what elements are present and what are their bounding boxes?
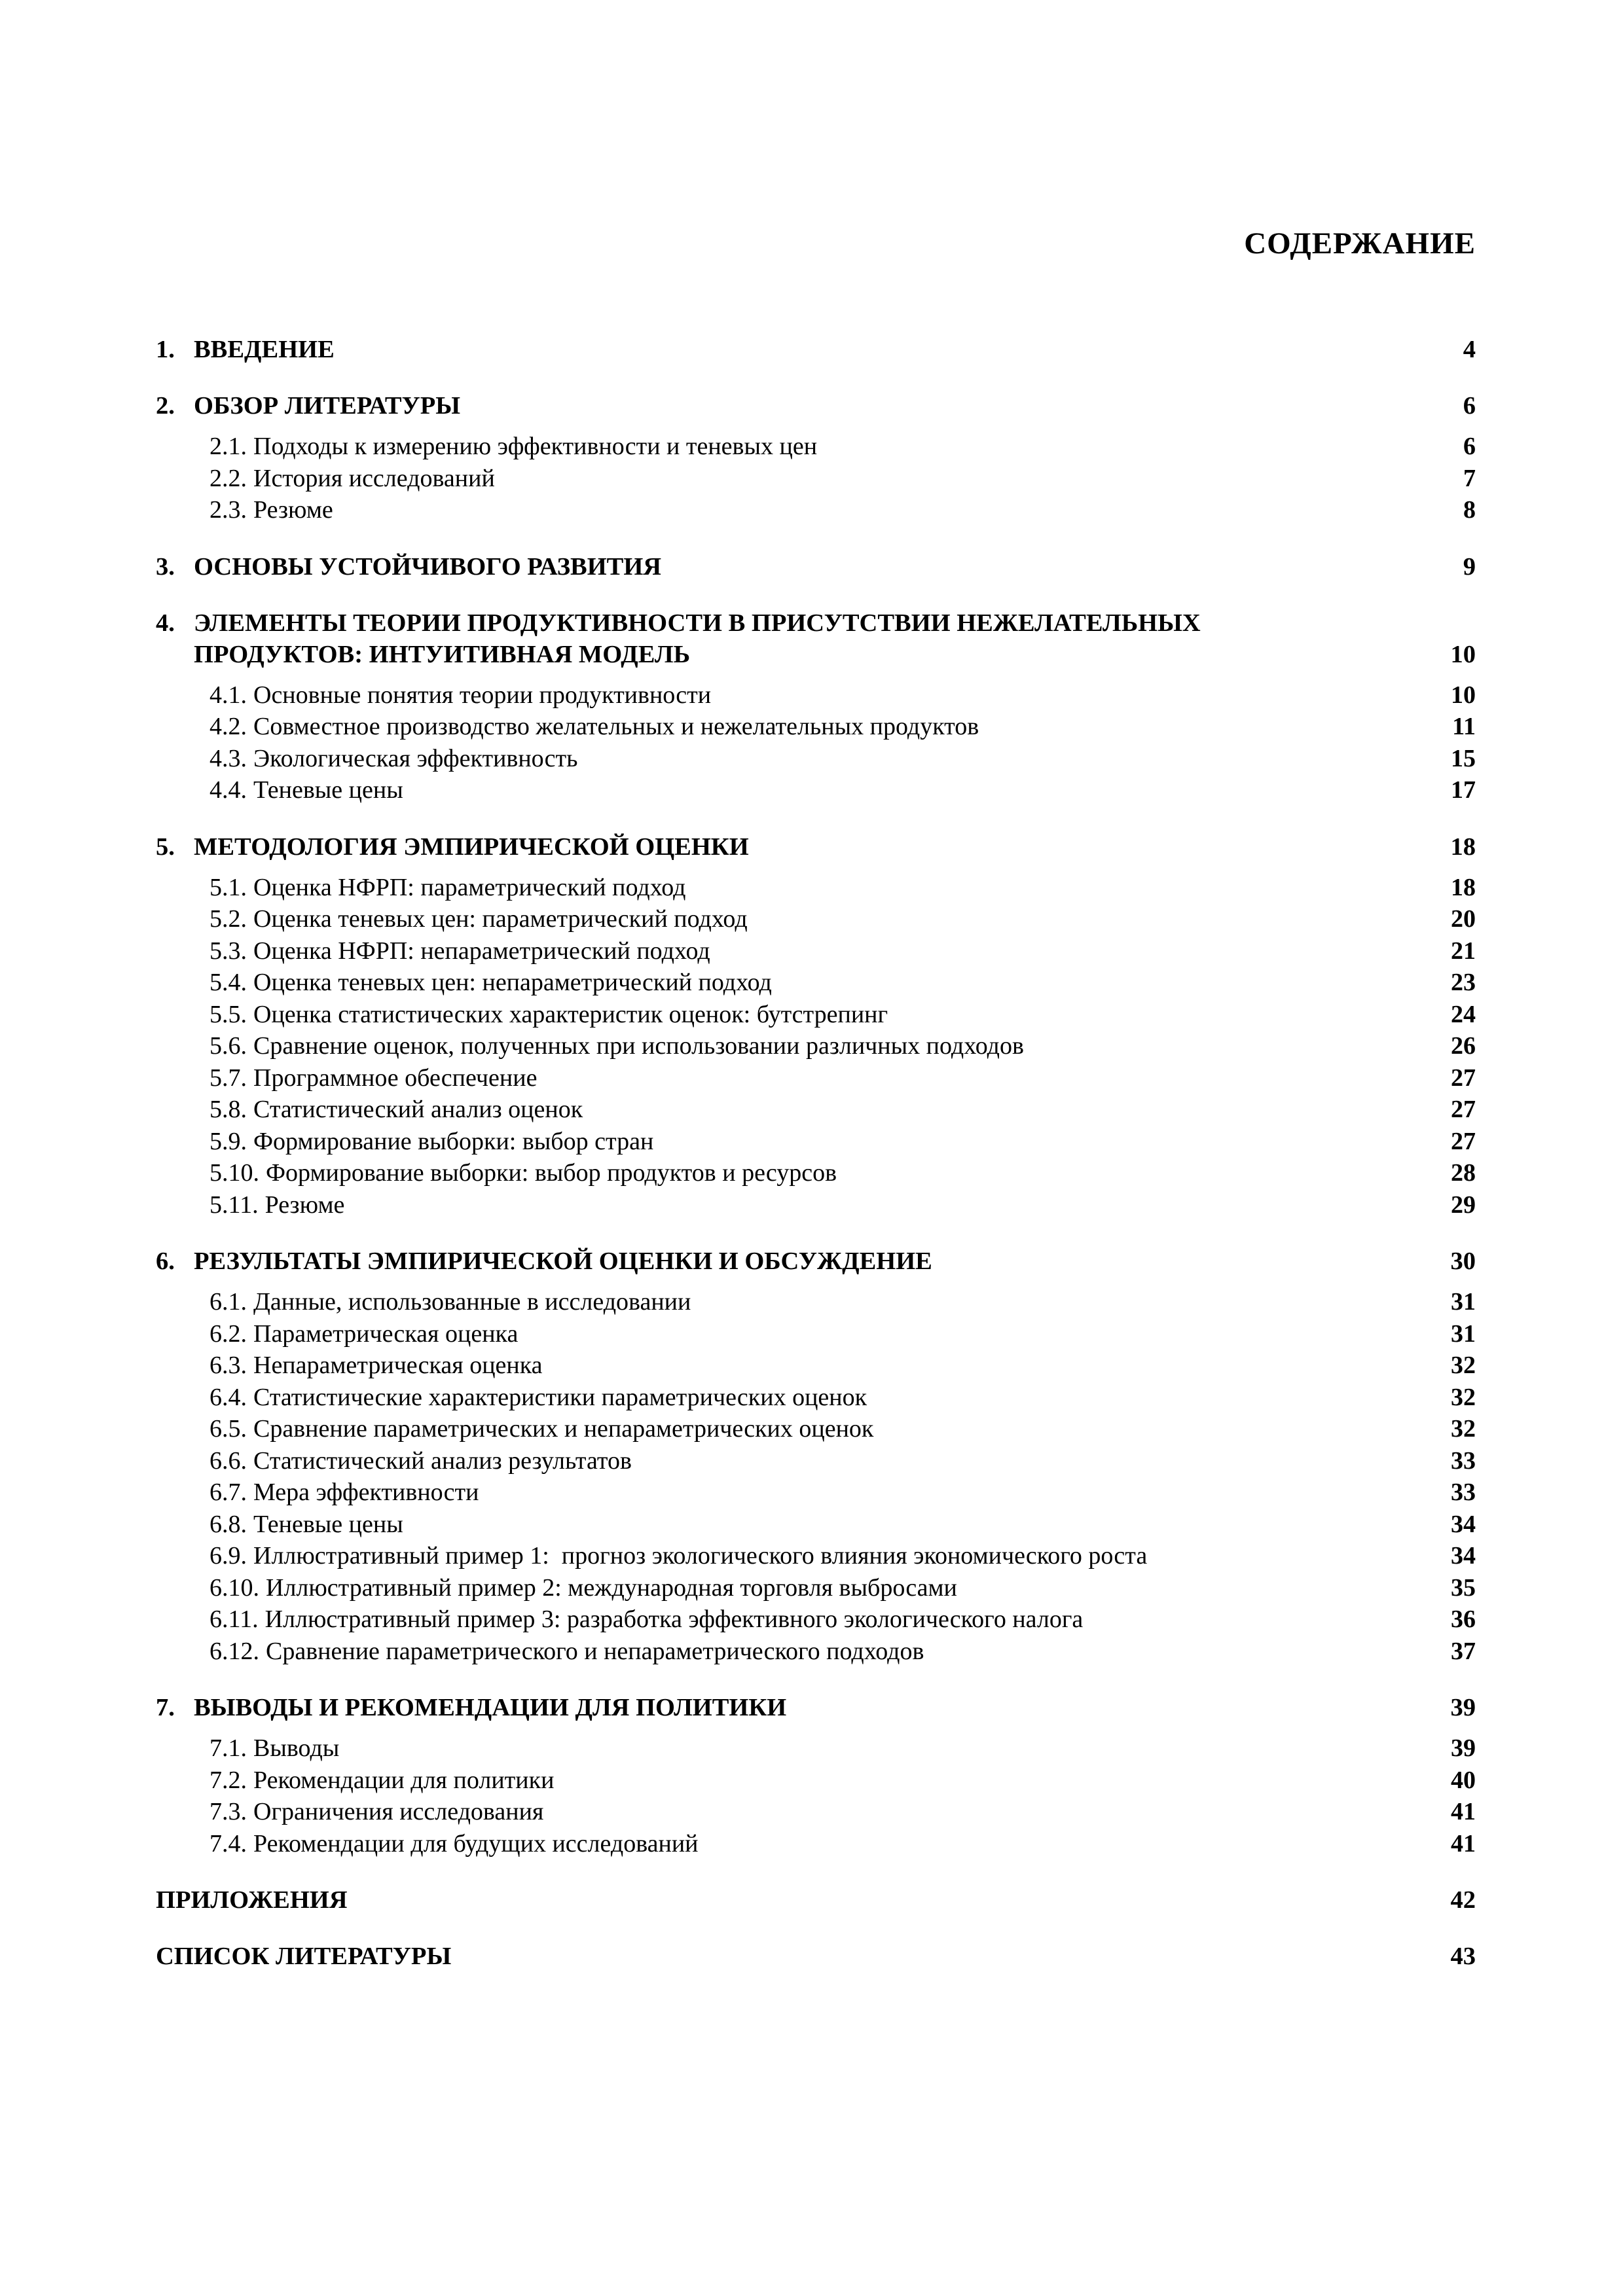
chapter-title-line: ПРОДУКТОВ: ИНТУИТИВНАЯ МОДЕЛЬ <box>194 640 691 668</box>
page-title: СОДЕРЖАНИЕ <box>1244 226 1476 260</box>
section-title: Оценка теневых цен: параметрический подход <box>253 905 748 933</box>
page-number: 35 <box>1451 1573 1476 1602</box>
toc-section <box>156 1286 1476 1318</box>
page-number: 4 <box>1463 336 1476 363</box>
section-number: 5.8. <box>210 1096 247 1123</box>
section-number: 6.1. <box>210 1288 247 1316</box>
page-number: 18 <box>1450 833 1476 861</box>
section-title: Иллюстративный пример 3: разработка эффективного экологического налога <box>264 1605 1084 1633</box>
toc-section <box>156 1796 1476 1828</box>
toc-section <box>156 967 1476 999</box>
section-title: Формирование выборки: выбор стран <box>253 1127 654 1155</box>
toc-section <box>156 1350 1476 1382</box>
page-number: 18 <box>1451 873 1476 901</box>
toc-section <box>156 1540 1476 1572</box>
section-title: Рекомендации для будущих исследований <box>253 1829 699 1857</box>
section-title: Резюме <box>253 496 333 524</box>
section-number: 6.10. <box>210 1573 259 1602</box>
chapter-title: МЕТОДОЛОГИЯ ЭМПИРИЧЕСКОЙ ОЦЕНКИ <box>194 833 749 861</box>
page-number: 34 <box>1451 1510 1476 1538</box>
section-number: 4.3. <box>210 744 247 772</box>
section-number: 7.4. <box>210 1829 247 1857</box>
toc-section <box>156 1189 1476 1221</box>
page-number: 33 <box>1451 1446 1476 1475</box>
chapter-title: ВВЕДЕНИЕ <box>194 336 335 363</box>
page-number: 24 <box>1451 1000 1476 1028</box>
section-number: 6.2. <box>210 1319 247 1348</box>
toc-section <box>156 1094 1476 1126</box>
toc-chapter <box>156 334 1476 365</box>
section-title: Оценка теневых цен: непараметрический подход <box>253 969 772 996</box>
section-title: История исследований <box>253 464 495 492</box>
section-number: 5.1. <box>210 873 247 901</box>
chapter-title: ОСНОВЫ УСТОЙЧИВОГО РАЗВИТИЯ <box>194 552 662 581</box>
toc-section <box>156 1126 1476 1158</box>
toc-chapter <box>156 1246 1476 1277</box>
section-title: Программное обеспечение <box>253 1064 538 1092</box>
toc-section <box>156 743 1476 775</box>
toc-section <box>156 1477 1476 1509</box>
section-title: Рекомендации для политики <box>253 1766 555 1794</box>
section-list <box>156 431 1476 526</box>
section-list <box>156 679 1476 806</box>
chapter-title: ПРИЛОЖЕНИЯ <box>156 1886 348 1914</box>
section-title: Параметрическая оценка <box>253 1319 519 1348</box>
page-number: 30 <box>1450 1247 1476 1275</box>
chapter-title-line: ЭЛЕМЕНТЫ ТЕОРИИ ПРОДУКТИВНОСТИ В ПРИСУТСТВИИ НЕЖЕЛАТЕЛЬНЫХ <box>194 609 1201 637</box>
chapter-number: 6. <box>156 1247 175 1275</box>
page-number: 7 <box>1463 464 1476 492</box>
chapter-number: 4. <box>156 609 175 637</box>
toc-section <box>156 999 1476 1031</box>
section-number: 6.5. <box>210 1415 247 1443</box>
section-number: 7.3. <box>210 1798 247 1825</box>
chapter-title: ВЫВОДЫ И РЕКОМЕНДАЦИИ ДЛЯ ПОЛИТИКИ <box>194 1694 787 1721</box>
toc-section <box>156 1765 1476 1797</box>
toc-section <box>156 431 1476 463</box>
section-title: Ограничения исследования <box>253 1798 544 1825</box>
page-number: 10 <box>1451 681 1476 709</box>
toc-section <box>156 711 1476 743</box>
section-title: Сравнение параметрических и непараметрических оценок <box>253 1415 874 1443</box>
section-title: Формирование выборки: выбор продуктов и ресурсов <box>266 1159 837 1187</box>
toc-chapter <box>156 551 1476 583</box>
page-number: 6 <box>1463 433 1476 460</box>
page-number: 43 <box>1450 1943 1476 1970</box>
toc-section <box>156 1030 1476 1062</box>
chapter-number: 5. <box>156 833 175 861</box>
page-number: 20 <box>1451 905 1476 933</box>
section-title: Основные понятия теории продуктивности <box>253 681 712 709</box>
section-number: 6.4. <box>210 1383 247 1411</box>
toc-section <box>156 1413 1476 1445</box>
section-title: Данные, использованные в исследовании <box>253 1288 691 1316</box>
section-number: 5.6. <box>210 1032 247 1060</box>
section-title: Статистические характеристики параметрических оценок <box>253 1383 867 1411</box>
section-title: Сравнение параметрического и непараметрического подходов <box>266 1637 924 1665</box>
section-number: 6.3. <box>210 1352 247 1379</box>
section-title: Иллюстративный пример 2: международная торговля выбросами <box>266 1573 957 1602</box>
section-title: Сравнение оценок, полученных при использовании различных подходов <box>253 1032 1024 1060</box>
toc-section <box>156 1445 1476 1477</box>
page-number: 29 <box>1451 1191 1476 1219</box>
section-title: Теневые цены <box>253 776 403 804</box>
page-number: 23 <box>1451 969 1476 996</box>
page-number: 31 <box>1451 1319 1476 1348</box>
page-number: 9 <box>1463 552 1476 581</box>
section-title: Статистический анализ результатов <box>253 1446 632 1475</box>
toc-section <box>156 1604 1476 1636</box>
page-number: 40 <box>1451 1766 1476 1794</box>
page-number: 27 <box>1451 1064 1476 1092</box>
section-number: 5.9. <box>210 1127 247 1155</box>
section-title: Экологическая эффективность <box>253 744 578 772</box>
toc-section <box>156 679 1476 711</box>
table-of-contents <box>156 334 1476 1972</box>
section-title: Совместное производство желательных и нежелательных продуктов <box>253 713 979 740</box>
page-number: 6 <box>1463 392 1476 420</box>
section-title: Подходы к измерению эффективности и теневых цен <box>253 433 818 460</box>
section-number: 6.11. <box>210 1605 259 1633</box>
section-number: 2.1. <box>210 433 247 460</box>
page-number: 33 <box>1451 1479 1476 1506</box>
chapter-number: 1. <box>156 336 175 363</box>
chapter-number: 2. <box>156 392 175 420</box>
toc-chapter <box>156 1941 1476 1972</box>
section-title: Непараметрическая оценка <box>253 1352 543 1379</box>
toc-section <box>156 774 1476 806</box>
section-number: 7.2. <box>210 1766 247 1794</box>
page-number: 41 <box>1451 1798 1476 1825</box>
section-number: 5.2. <box>210 905 247 933</box>
section-number: 6.12. <box>210 1637 259 1665</box>
page-number: 10 <box>1450 640 1476 668</box>
toc-chapter <box>156 831 1476 863</box>
page-number: 21 <box>1451 937 1476 965</box>
chapter-title <box>194 607 1201 670</box>
toc-section <box>156 1509 1476 1541</box>
toc-section <box>156 1828 1476 1860</box>
section-number: 6.8. <box>210 1510 247 1538</box>
toc-chapter <box>156 390 1476 422</box>
toc-chapter <box>156 607 1476 670</box>
section-number: 2.3. <box>210 496 247 524</box>
section-number: 6.7. <box>210 1479 247 1506</box>
section-list <box>156 1286 1476 1667</box>
chapter-title: ОБЗОР ЛИТЕРАТУРЫ <box>194 392 461 420</box>
page-number: 37 <box>1451 1637 1476 1665</box>
toc-section <box>156 1572 1476 1604</box>
chapter-title: СПИСОК ЛИТЕРАТУРЫ <box>156 1943 452 1970</box>
toc-section <box>156 1636 1476 1668</box>
page-number: 8 <box>1463 496 1476 524</box>
section-number: 5.7. <box>210 1064 247 1092</box>
section-number: 4.4. <box>210 776 247 804</box>
page-number: 28 <box>1451 1159 1476 1187</box>
section-title: Оценка НФРП: параметрический подход <box>253 873 686 901</box>
toc-section <box>156 494 1476 526</box>
section-number: 2.2. <box>210 464 247 492</box>
page-number: 31 <box>1451 1288 1476 1316</box>
section-title: Резюме <box>264 1191 345 1219</box>
section-title: Оценка НФРП: непараметрический подход <box>253 937 710 965</box>
page-number: 27 <box>1451 1127 1476 1155</box>
toc-section <box>156 903 1476 935</box>
section-number: 4.1. <box>210 681 247 709</box>
section-number: 5.3. <box>210 937 247 965</box>
page-number: 39 <box>1451 1734 1476 1762</box>
chapter-number: 3. <box>156 552 175 581</box>
section-number: 4.2. <box>210 713 247 740</box>
chapter-title: РЕЗУЛЬТАТЫ ЭМПИРИЧЕСКОЙ ОЦЕНКИ И ОБСУЖДЕНИЕ <box>194 1247 932 1275</box>
toc-section <box>156 1382 1476 1414</box>
section-number: 5.5. <box>210 1000 247 1028</box>
section-number: 5.11. <box>210 1191 259 1219</box>
section-title: Теневые цены <box>253 1510 403 1538</box>
section-list <box>156 1732 1476 1859</box>
section-title: Иллюстративный пример 1: прогноз экологического влияния экономического роста <box>253 1542 1148 1570</box>
section-title: Оценка статистических характеристик оценок: бутстрепинг <box>253 1000 888 1028</box>
page-number: 39 <box>1450 1694 1476 1721</box>
page-number: 11 <box>1452 713 1476 740</box>
section-title: Статистический анализ оценок <box>253 1096 583 1123</box>
page-number: 17 <box>1451 776 1476 804</box>
page-number: 15 <box>1451 744 1476 772</box>
page-number: 42 <box>1450 1886 1476 1914</box>
toc-section <box>156 463 1476 495</box>
page-number: 27 <box>1451 1096 1476 1123</box>
toc-chapter <box>156 1692 1476 1723</box>
chapter-number: 7. <box>156 1694 175 1721</box>
page-number: 26 <box>1451 1032 1476 1060</box>
section-number: 5.4. <box>210 969 247 996</box>
toc-section <box>156 1062 1476 1094</box>
page-number: 32 <box>1451 1383 1476 1411</box>
toc-chapter <box>156 1884 1476 1916</box>
section-list <box>156 872 1476 1221</box>
toc-section <box>156 935 1476 967</box>
page-number: 41 <box>1451 1829 1476 1857</box>
page-number: 32 <box>1451 1352 1476 1379</box>
section-number: 6.6. <box>210 1446 247 1475</box>
section-title: Выводы <box>253 1734 340 1762</box>
toc-section <box>156 872 1476 904</box>
page-number: 34 <box>1451 1542 1476 1570</box>
section-title: Мера эффективности <box>253 1479 479 1506</box>
toc-section <box>156 1157 1476 1189</box>
toc-section <box>156 1732 1476 1765</box>
section-number: 5.10. <box>210 1159 259 1187</box>
page-number: 32 <box>1451 1415 1476 1443</box>
section-number: 6.9. <box>210 1542 247 1570</box>
page-number: 36 <box>1451 1605 1476 1633</box>
toc-section <box>156 1318 1476 1350</box>
section-number: 7.1. <box>210 1734 247 1762</box>
